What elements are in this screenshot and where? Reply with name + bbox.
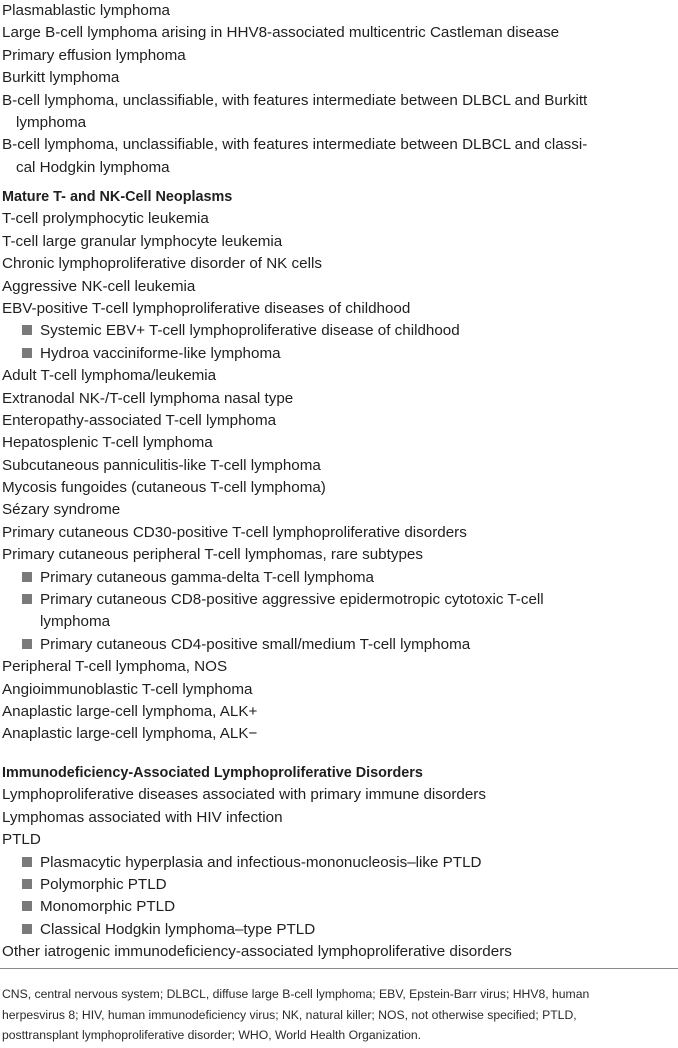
sub-list-item — [2, 852, 674, 874]
list-item: Adult T-cell lymphoma/leukemia — [2, 367, 217, 385]
section-heading: Immunodeficiency-Associated Lymphoproliferative Disorders — [2, 765, 423, 781]
list-item: Primary effusion lymphoma — [2, 46, 186, 64]
square-bullet-icon — [22, 594, 32, 604]
list-item: Mycosis fungoides (cutaneous T-cell lymphoma) — [2, 479, 326, 497]
section-heading: Mature T- and NK-Cell Neoplasms — [2, 189, 233, 205]
sub-list-item-continuation: lymphoma — [40, 613, 111, 631]
square-bullet-icon — [22, 639, 32, 649]
t-nk-cell-section — [2, 186, 674, 746]
sub-list-item — [2, 634, 674, 656]
footnote-line: CNS, central nervous system; DLBCL, diffuse large B-cell lymphoma; EBV, Epstein-Barr virus; HHV8, human — [2, 987, 590, 1001]
list-item: PTLD — [2, 831, 41, 849]
sub-list-item-text: Primary cutaneous CD4-positive small/medium T-cell lymphoma — [40, 635, 471, 653]
list-item: Other iatrogenic immunodeficiency-associated lymphoproliferative disorders — [2, 943, 512, 961]
list-item: Peripheral T-cell lymphoma, NOS — [2, 658, 228, 676]
sub-list-item-text: Primary cutaneous gamma-delta T-cell lymphoma — [40, 568, 374, 586]
footnote-divider — [0, 968, 678, 969]
footnote-line: herpesvirus 8; HIV, human immunodeficiency virus; NK, natural killer; NOS, not otherwise specified; PTLD, — [2, 1007, 577, 1022]
list-item: Chronic lymphoproliferative disorder of NK cells — [2, 255, 322, 273]
square-bullet-icon — [22, 924, 32, 934]
sub-list-item-text: Polymorphic PTLD — [40, 875, 167, 893]
list-item: T-cell large granular lymphocyte leukemia — [2, 232, 283, 250]
sub-list-item-text: Plasmacytic hyperplasia and infectious-mononucleosis–like PTLD — [40, 853, 482, 871]
list-item: Angioimmunoblastic T-cell lymphoma — [2, 680, 253, 698]
list-item: Extranodal NK-/T-cell lymphoma nasal type — [2, 389, 294, 407]
sub-list-item-text: Systemic EBV+ T-cell lymphoproliferative disease of childhood — [40, 322, 460, 340]
sub-list-item — [2, 567, 674, 589]
footnote — [2, 984, 676, 1046]
sub-list-item-text: Hydroa vacciniforme-like lymphoma — [40, 344, 281, 362]
list-item: B-cell lymphoma, unclassifiable, with features intermediate between DLBCL and classi- — [2, 136, 588, 154]
sub-list-item — [2, 320, 674, 342]
square-bullet-icon — [22, 572, 32, 582]
sub-list-item-text: Monomorphic PTLD — [40, 898, 176, 916]
list-item-continuation: lymphoma — [16, 113, 87, 131]
list-item: Subcutaneous panniculitis-like T-cell lymphoma — [2, 456, 321, 474]
list-item: Anaplastic large-cell lymphoma, ALK− — [2, 725, 258, 743]
list-item: Large B-cell lymphoma arising in HHV8-associated multicentric Castleman disease — [2, 24, 560, 42]
list-item: Enteropathy-associated T-cell lymphoma — [2, 411, 277, 429]
sub-list-item-text: Classical Hodgkin lymphoma–type PTLD — [40, 920, 316, 938]
footnote-line: posttransplant lymphoproliferative disorder; WHO, World Health Organization. — [2, 1028, 422, 1042]
list-item: Lymphoproliferative diseases associated with primary immune disorders — [2, 786, 486, 804]
list-item: Plasmablastic lymphoma — [2, 2, 170, 19]
square-bullet-icon — [22, 901, 32, 911]
list-item: Lymphomas associated with HIV infection — [2, 808, 283, 826]
sub-list-item-text: Primary cutaneous CD8-positive aggressive epidermotropic cytotoxic T-cell — [40, 591, 544, 609]
b-cell-list-continuation — [2, 0, 674, 179]
sub-list-item — [2, 896, 674, 918]
square-bullet-icon — [22, 348, 32, 358]
list-item: Primary cutaneous CD30-positive T-cell lymphoproliferative disorders — [2, 523, 467, 541]
list-item: Sézary syndrome — [2, 501, 121, 519]
list-item: Burkitt lymphoma — [2, 69, 120, 87]
list-item: Primary cutaneous peripheral T-cell lymphomas, rare subtypes — [2, 546, 423, 564]
list-item: Hepatosplenic T-cell lymphoma — [2, 434, 213, 452]
square-bullet-icon — [22, 857, 32, 867]
sub-list-item — [2, 589, 674, 611]
list-item: EBV-positive T-cell lymphoproliferative diseases of childhood — [2, 299, 411, 317]
list-item: B-cell lymphoma, unclassifiable, with features intermediate between DLBCL and Burkitt — [2, 91, 588, 109]
square-bullet-icon — [22, 879, 32, 889]
square-bullet-icon — [22, 325, 32, 335]
sub-list-item — [2, 343, 674, 365]
list-item: Aggressive NK-cell leukemia — [2, 277, 196, 295]
list-item-continuation: cal Hodgkin lymphoma — [16, 158, 170, 176]
sub-list-item — [2, 919, 674, 941]
sub-list-item — [2, 874, 674, 896]
immunodeficiency-section — [2, 762, 674, 964]
list-item: T-cell prolymphocytic leukemia — [2, 210, 209, 228]
list-item: Anaplastic large-cell lymphoma, ALK+ — [2, 702, 258, 720]
